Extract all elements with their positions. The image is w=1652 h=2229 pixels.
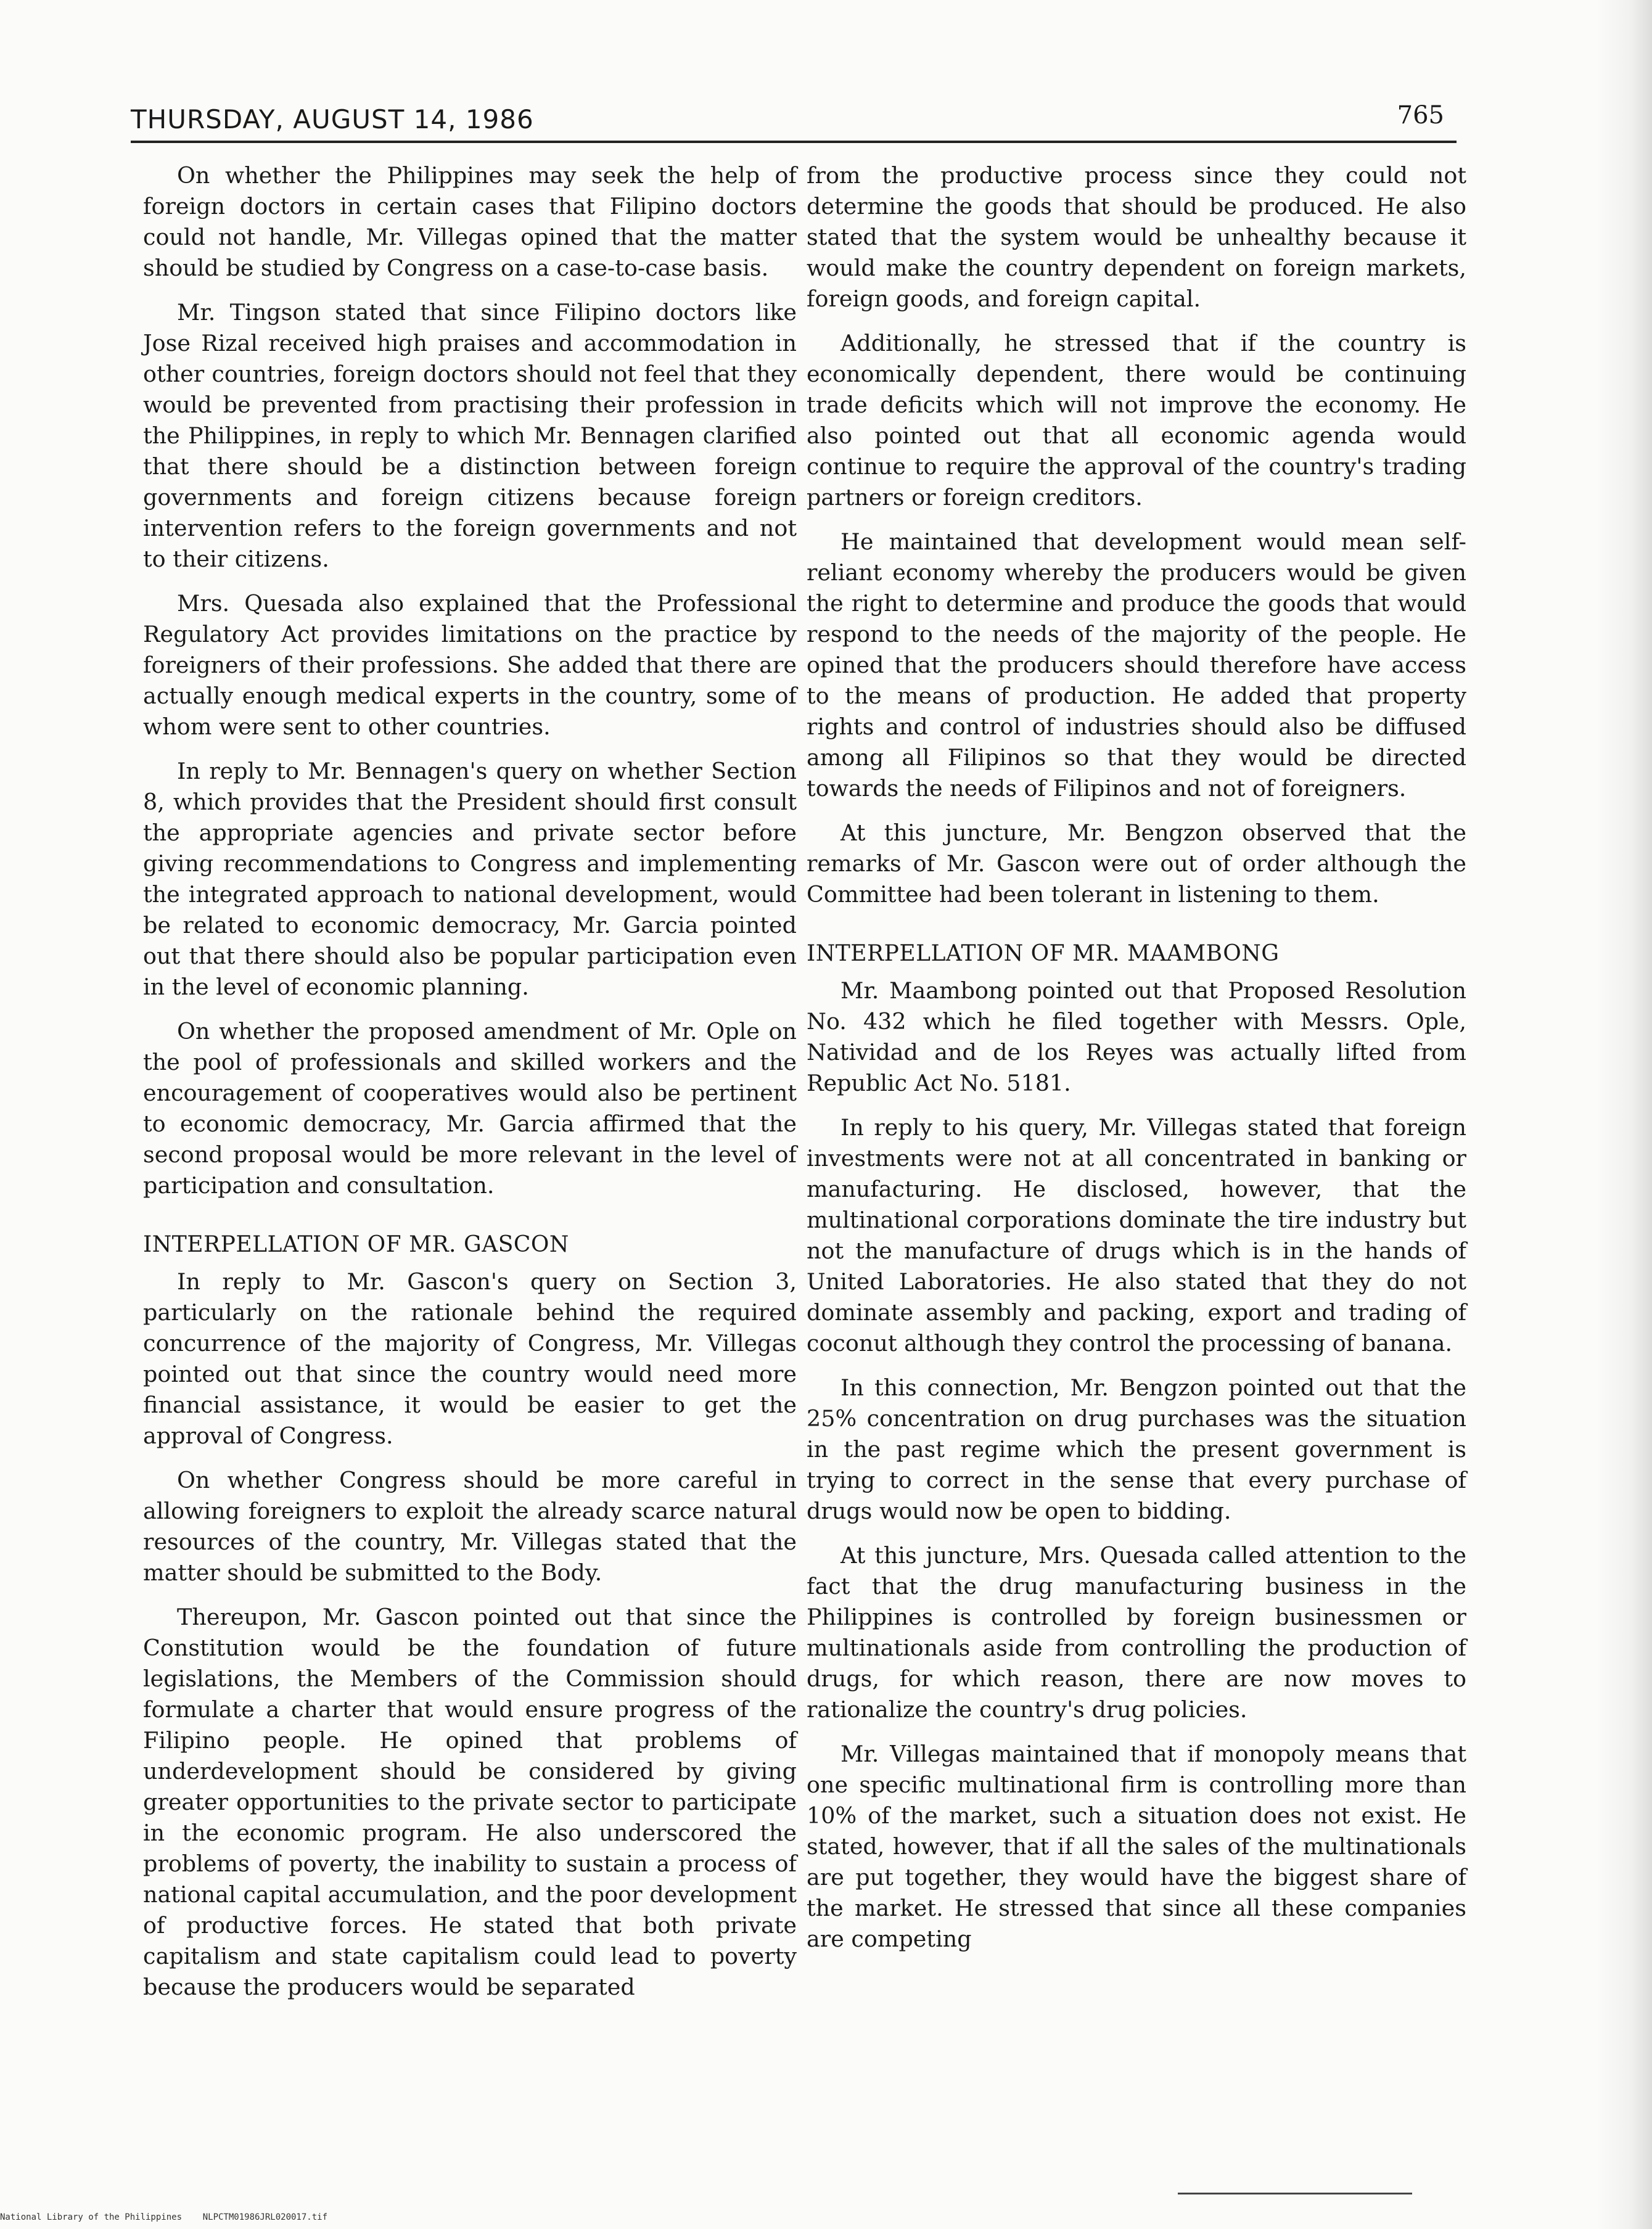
- paragraph: Additionally, he stressed that if the country is economically dependent, there would be continuing trade deficits which will not improve the economy. He also pointed out that all economic agenda would continue to require the approval of the country's trading partners or foreign creditors.: [807, 330, 1466, 511]
- paragraph: At this juncture, Mrs. Quesada called attention to the fact that the drug manufacturing business in the Philippines is controlled by foreign businessmen or multinationals aside from controlling the production of drugs, for which reason, there are now moves to rationalize the country's drug policies.: [807, 1542, 1466, 1723]
- paragraph: In this connection, Mr. Bengzon pointed out that the 25% concentration on drug purchases was the situation in the past regime which the present government is trying to correct in the sense that every purchase of drugs would now be open to bidding.: [807, 1374, 1466, 1524]
- paragraph: On whether the proposed amendment of Mr. Ople on the pool of professionals and skilled workers and the encouragement of cooperatives would also be pertinent to economic democracy, Mr. Garcia affirmed that the second proposal would be more relevant in the level of participation and consultation.: [143, 1018, 797, 1199]
- paragraph: Mr. Tingson stated that since Filipino doctors like Jose Rizal received high praises and accommodation in other countries, foreign doctors should not feel that they would be prevented from practising their profession in the Philippines, in reply to which Mr. Bennagen clarified that there should be a distinction between foreign governments and foreign citizens because foreign intervention refers to the foreign governments and not to their citizens.: [143, 299, 797, 572]
- paragraph: In reply to Mr. Gascon's query on Section 3, particularly on the rationale behind the required concurrence of the majority of Congress, Mr. Villegas pointed out that since the country would need more financial assistance, it would be easier to get the approval of Congress.: [143, 1268, 797, 1449]
- paragraph: On whether Congress should be more careful in allowing foreigners to exploit the already scarce natural resources of the country, Mr. Villegas stated that the matter should be submitted to the Body.: [143, 1467, 797, 1586]
- page-number: 765: [1397, 101, 1444, 129]
- paragraph-continued: from the productive process since they could not determine the goods that should be produced. He also stated that the system would be unhealthy because it would make the country dependent on foreign markets, foreign goods, and foreign capital.: [807, 162, 1466, 312]
- paragraph: Mrs. Quesada also explained that the Professional Regulatory Act provides limitations on the practice by foreigners of their professions. She added that there are actually enough medical experts in the country, some of whom were sent to other countries.: [143, 590, 797, 740]
- right-column: [807, 160, 1466, 1968]
- scan-page-edge: [1597, 0, 1652, 2229]
- paragraph: Mr. Villegas maintained that if monopoly means that one specific multinational firm is controlling more than 10% of the market, such a situation does not exist. He stated, however, that if all the sales of the multinationals are put together, they would have the biggest share of the market. He stressed that since all these companies are competing: [807, 1741, 1466, 1952]
- paragraph: Mr. Maambong pointed out that Proposed Resolution No. 432 which he filed together with Messrs. Ople, Natividad and de los Reyes was actually lifted from Republic Act No. 5181.: [807, 977, 1466, 1096]
- paragraph: He maintained that development would mean self-reliant economy whereby the producers would be given the right to determine and produce the goods that would respond to the needs of the majority of the people. He opined that the producers should therefore have access to the means of production. He added that property rights and control of industries should also be diffused among all Filipinos so that they would be directed towards the needs of Filipinos and not of foreigners.: [807, 528, 1466, 802]
- paragraph: At this juncture, Mr. Bengzon observed that the remarks of Mr. Gascon were out of order although the Committee had been tolerant in listening to them.: [807, 819, 1466, 908]
- section-heading-maambong: INTERPELLATION OF MR. MAAMBONG: [807, 941, 1280, 966]
- footer-rule: [1178, 2193, 1412, 2194]
- paragraph: In reply to Mr. Bennagen's query on whether Section 8, which provides that the President should first consult the appropriate agencies and private sector before giving recommendations to Congress and implementing the integrated approach to national development, would be related to economic democracy, Mr. Garcia pointed out that there should also be popular participation even in the level of economic planning.: [143, 758, 797, 1000]
- paragraph: Thereupon, Mr. Gascon pointed out that since the Constitution would be the foundation of future legislations, the Members of the Commission should formulate a charter that would ensure progress of the Filipino people. He opined that problems of underdevelopment should be considered by giving greater opportunities to the private sector to participate in the economic program. He also underscored the problems of poverty, the inability to sustain a process of national capital accumulation, and the poor development of productive forces. He stated that both private capitalism and state capitalism could lead to poverty because the producers would be separated: [143, 1604, 797, 2000]
- section-heading-gascon: INTERPELLATION OF MR. GASCON: [143, 1232, 569, 1257]
- header-date: THURSDAY, AUGUST 14, 1986: [131, 104, 534, 134]
- scan-credit: National Library of the Philippines NLPCTM01986JRL020017.tif: [0, 2212, 328, 2222]
- paragraph: In reply to his query, Mr. Villegas stated that foreign investments were not at all concentrated in banking or manufacturing. He disclosed, however, that the multinational corporations dominate the tire industry but not the manufacture of drugs which is in the hands of United Laboratories. He also stated that they do not dominate assembly and packing, export and trading of coconut although they control the processing of banana.: [807, 1114, 1466, 1357]
- left-column: [143, 160, 797, 2016]
- paragraph: On whether the Philippines may seek the help of foreign doctors in certain cases that Filipino doctors could not handle, Mr. Villegas opined that the matter should be studied by Congress on a case-to-case basis.: [143, 162, 797, 281]
- running-header: [131, 91, 1457, 143]
